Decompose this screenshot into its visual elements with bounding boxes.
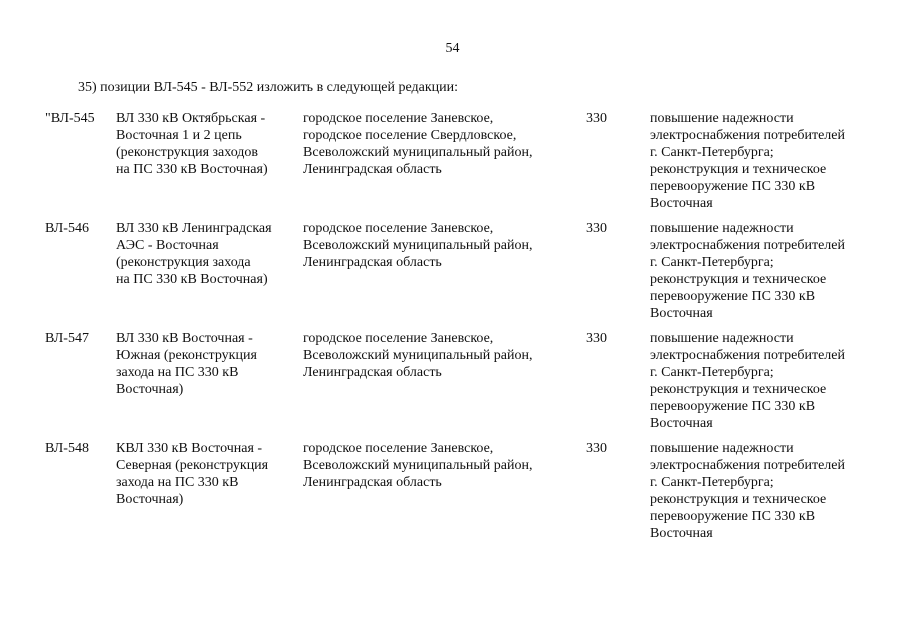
position-code: "ВЛ-545 [45, 111, 95, 126]
purpose: повышение надежности электроснабжения потребителей г. Санкт-Петербурга; реконструкция и техническое перевооружение ПС 330 кВ Восточная [650, 111, 845, 211]
location: городское поселение Заневское, городское поселение Свердловское, Всеволожский муниципальный район, Ленинградская область [303, 111, 533, 177]
table-row [0, 330, 905, 440]
intro-paragraph: 35) позиции ВЛ-545 - ВЛ-552 изложить в следующей редакции: [78, 80, 459, 95]
purpose: повышение надежности электроснабжения потребителей г. Санкт-Петербурга; реконструкция и техническое перевооружение ПС 330 кВ Восточная [650, 331, 845, 431]
voltage: 330 [586, 331, 607, 346]
table-row [0, 110, 905, 220]
table-row [0, 220, 905, 330]
table-row [0, 440, 905, 550]
page-number: 54 [445, 41, 460, 56]
line-name: ВЛ 330 кВ Ленинградская АЭС - Восточная (реконструкция захода на ПС 330 кВ Восточная) [116, 221, 272, 287]
positions-table [0, 110, 905, 550]
position-code: ВЛ-547 [45, 331, 89, 346]
voltage: 330 [586, 441, 607, 456]
purpose: повышение надежности электроснабжения потребителей г. Санкт-Петербурга; реконструкция и техническое перевооружение ПС 330 кВ Восточная [650, 441, 845, 541]
position-code: ВЛ-548 [45, 441, 89, 456]
location: городское поселение Заневское, Всеволожский муниципальный район, Ленинградская область [303, 221, 533, 270]
location: городское поселение Заневское, Всеволожский муниципальный район, Ленинградская область [303, 441, 533, 490]
line-name: КВЛ 330 кВ Восточная - Северная (реконструкция захода на ПС 330 кВ Восточная) [116, 441, 269, 507]
voltage: 330 [586, 111, 607, 126]
purpose: повышение надежности электроснабжения потребителей г. Санкт-Петербурга; реконструкция и техническое перевооружение ПС 330 кВ Восточная [650, 221, 845, 321]
position-code: ВЛ-546 [45, 221, 89, 236]
line-name: ВЛ 330 кВ Восточная - Южная (реконструкция захода на ПС 330 кВ Восточная) [116, 331, 257, 397]
voltage: 330 [586, 221, 607, 236]
line-name: ВЛ 330 кВ Октябрьская - Восточная 1 и 2 цепь (реконструкция заходов на ПС 330 кВ Восточная) [116, 111, 268, 177]
location: городское поселение Заневское, Всеволожский муниципальный район, Ленинградская область [303, 331, 533, 380]
